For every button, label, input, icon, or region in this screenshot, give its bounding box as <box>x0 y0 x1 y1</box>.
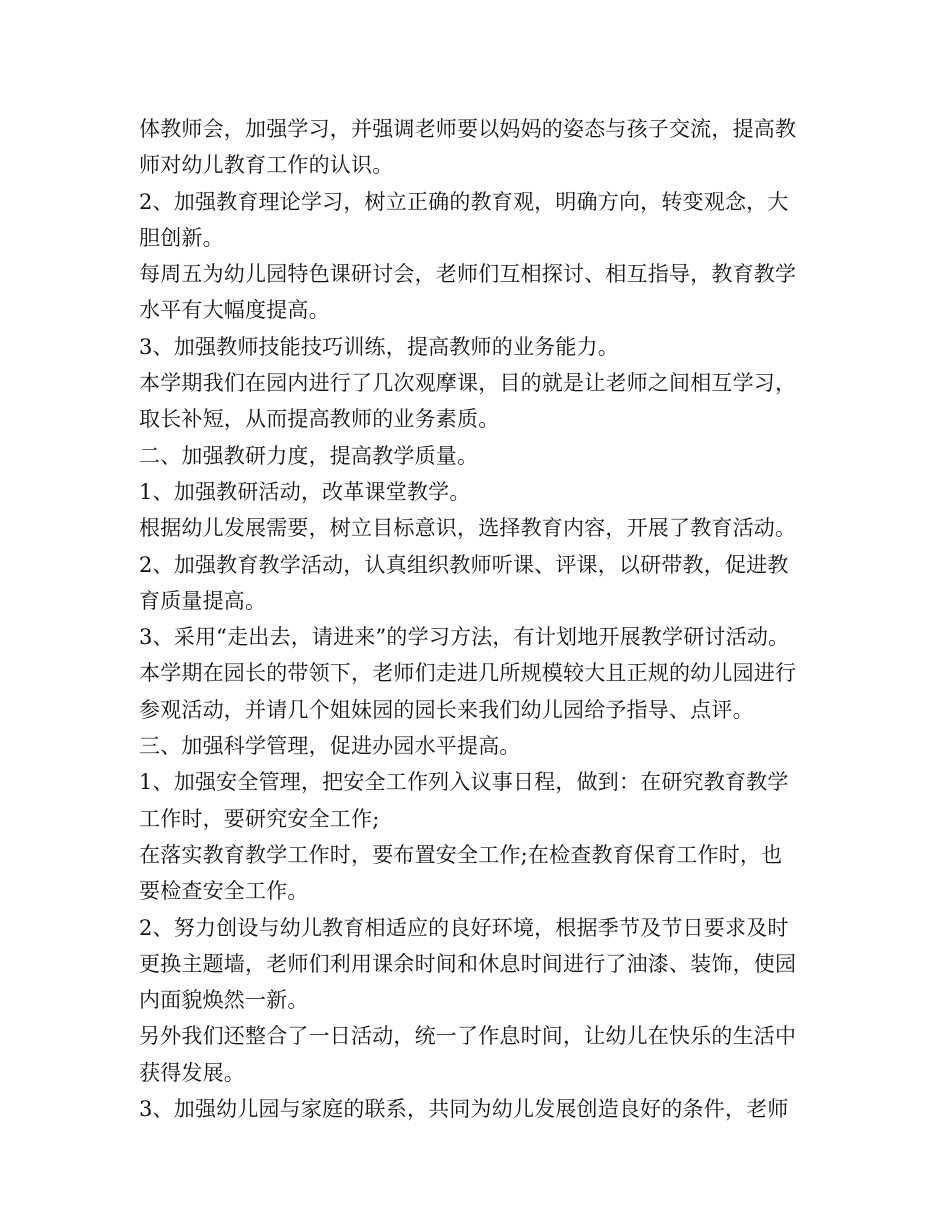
section-heading: 二、加强教研力度，提高教学质量。 <box>139 443 479 468</box>
text-line: 在落实教育教学工作时，要布置安全工作;在检查教育保育工作时，也 <box>139 842 783 867</box>
text-line: 根据幼儿发展需要，树立目标意识，选择教育内容，开展了教育活动。 <box>139 516 797 541</box>
text-line: 师对幼儿教育工作的认识。 <box>139 153 394 178</box>
text-line: 3、采用“走出去，请进来”的学习方法，有计划地开展教学研讨活动。 <box>139 625 790 650</box>
text-line: 更换主题墙，老师们利用课余时间和休息时间进行了油漆、装饰，使园 <box>139 951 797 976</box>
text-line: 获得发展。 <box>139 1060 245 1085</box>
text-line: 取长补短，从而提高教师的业务素质。 <box>139 407 500 432</box>
text-line: 3、加强幼儿园与家庭的联系，共同为幼儿发展创造良好的条件，老师 <box>139 1097 789 1122</box>
text-line: 1、加强教研活动，改革课堂教学。 <box>139 479 471 504</box>
text-line: 2、加强教育理论学习，树立正确的教育观，明确方向，转变观念，大 <box>139 189 789 214</box>
text-line: 育质量提高。 <box>139 588 267 613</box>
text-line: 1、加强安全管理，把安全工作列入议事日程，做到：在研究教育教学 <box>139 770 789 795</box>
text-line: 本学期我们在园内进行了几次观摩课，目的就是让老师之间相互学习， <box>139 371 797 396</box>
text-line: 内面貌焕然一新。 <box>139 988 309 1013</box>
text-line: 水平有大幅度提高。 <box>139 298 330 323</box>
text-line: 每周五为幼儿园特色课研讨会，老师们互相探讨、相互指导，教育教学 <box>139 262 797 287</box>
text-line: 2、加强教育教学活动，认真组织教师听课、评课，以研带教，促进教 <box>139 552 789 577</box>
text-line: 参观活动，并请几个姐妹园的园长来我们幼儿园给予指导、点评。 <box>139 697 754 722</box>
text-line: 体教师会，加强学习，并强调老师要以妈妈的姿态与孩子交流，提高教 <box>139 117 797 141</box>
text-line: 工作时，要研究安全工作; <box>139 806 380 831</box>
text-line: 另外我们还整合了一日活动，统一了作息时间，让幼儿在快乐的生活中 <box>139 1024 797 1049</box>
text-line: 要检查安全工作。 <box>139 879 309 904</box>
text-line: 胆创新。 <box>139 225 224 250</box>
section-heading: 三、加强科学管理，促进办园水平提高。 <box>139 734 521 759</box>
document-body <box>139 111 819 1127</box>
text-line: 3、加强教师技能技巧训练，提高教师的业务能力。 <box>139 334 619 359</box>
text-line: 本学期在园长的带领下，老师们走进几所规模较大且正规的幼儿园进行 <box>139 661 797 686</box>
text-line: 2、努力创设与幼儿教育相适应的良好环境，根据季节及节日要求及时 <box>139 915 789 940</box>
